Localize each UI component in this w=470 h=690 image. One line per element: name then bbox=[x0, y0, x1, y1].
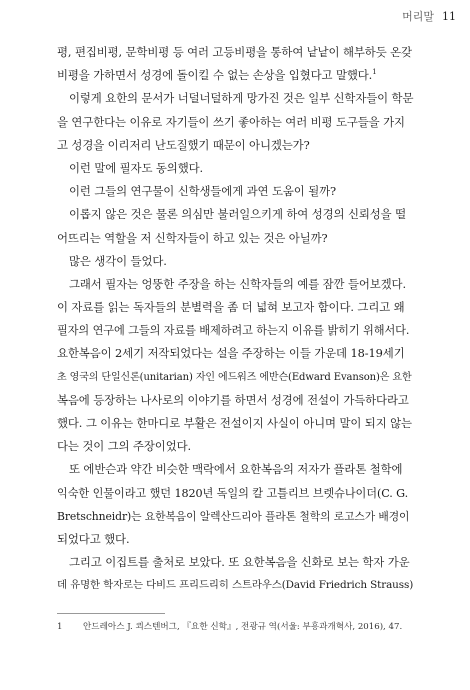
body-text bbox=[57, 41, 414, 598]
footnote-reference[interactable]: 1 bbox=[372, 68, 377, 77]
text-line: Bretschneidr)는 요한복음이 알렉산드리아 플라톤 철학의 로고스가 배경이 bbox=[57, 509, 410, 523]
text-line: 이 자료를 읽는 독자들의 분별력을 좀 더 넓혀 보고자 함이다. 그리고 왜 bbox=[57, 300, 405, 315]
text-line: 초 영국의 단일신론(unitarian) 자인 에드워즈 에반슨(Edward Evanson)은 요한 bbox=[57, 371, 412, 383]
page-number: 11 bbox=[442, 10, 456, 23]
footnote-text: 안드레아스 J. 쾨스텐버그, 『요한 신학』, 전광규 역(서울: 부흥과개혁사, 2016), 47. bbox=[83, 622, 403, 632]
text-line: 데 유명한 학자로는 다비드 프리드리히 스트라우스(David Friedrich Strauss) bbox=[57, 579, 414, 592]
running-header bbox=[402, 8, 456, 24]
text-line: 복음에 등장하는 나사로의 이야기를 하면서 성경에 전설이 가득하다라고 bbox=[57, 392, 409, 407]
footnote bbox=[57, 620, 414, 632]
text-line: 익숙한 인물이라고 했던 1820년 독일의 칼 고틀리브 브렛슈나이더(C. G. bbox=[57, 486, 409, 500]
text-line: 했다. 그 이유는 한마디로 부활은 전설이지 사실이 아니며 말이 되지 않는 bbox=[57, 416, 412, 430]
text-line: 필자의 연구에 그들의 자료를 배제하려고 하는지 이유를 밝히기 위해서다. bbox=[57, 324, 410, 338]
running-title: 머리말 bbox=[402, 10, 434, 23]
text-line: 어뜨리는 역할을 저 신학자들이 하고 있는 것은 아닐까? bbox=[57, 230, 328, 245]
text-line: 다는 것이 그의 주장이었다. bbox=[57, 439, 192, 454]
text-line: 비평을 가하면서 성경에 돌이킬 수 없는 손상을 입혔다고 말했다.$^1$ bbox=[57, 68, 377, 83]
text-line: 되었다고 했다. bbox=[57, 531, 130, 546]
text-line: 이렇게 요한의 문서가 너덜너덜하게 망가진 것은 일부 신학자들이 학문 bbox=[69, 91, 414, 106]
text-line: 또 에반슨과 약간 비슷한 맥락에서 요한복음의 저자가 플라톤 철학에 bbox=[69, 462, 403, 477]
text-line: 많은 생각이 들었다. bbox=[69, 253, 167, 268]
text-line: 이런 말에 필자도 동의했다. bbox=[69, 160, 204, 175]
text-line: 요한복음이 2세기 저작되었다는 설을 주장하는 이들 가운데 18-19세기 bbox=[57, 346, 405, 361]
text-line: 이런 그들의 연구물이 신학생들에게 과연 도움이 될까? bbox=[69, 184, 337, 199]
text-line: 이롭지 않은 것은 물론 의심만 불러일으키게 하여 성경의 신뢰성을 떨 bbox=[69, 207, 406, 222]
footnote-number: 1 bbox=[57, 622, 63, 632]
text-line: 을 연구한다는 이유로 자기들이 쓰기 좋아하는 여러 비평 도구들을 가지 bbox=[57, 114, 405, 129]
text-line: 고 성경을 이리저리 난도질했기 때문이 아니겠는가? bbox=[57, 137, 310, 152]
text-line: 평, 편집비평, 문학비평 등 여러 고등비평을 통하여 낱낱이 해부하듯 온갖 bbox=[57, 45, 412, 59]
footnote-divider bbox=[57, 613, 165, 614]
text-line: 그래서 필자는 엉뚱한 주장을 하는 신학자들의 예를 잠깐 들어보겠다. bbox=[69, 276, 406, 291]
text-line: 그리고 이집트를 출처로 보았다. 또 요한복음을 신화로 보는 학자 가운 bbox=[69, 555, 410, 570]
